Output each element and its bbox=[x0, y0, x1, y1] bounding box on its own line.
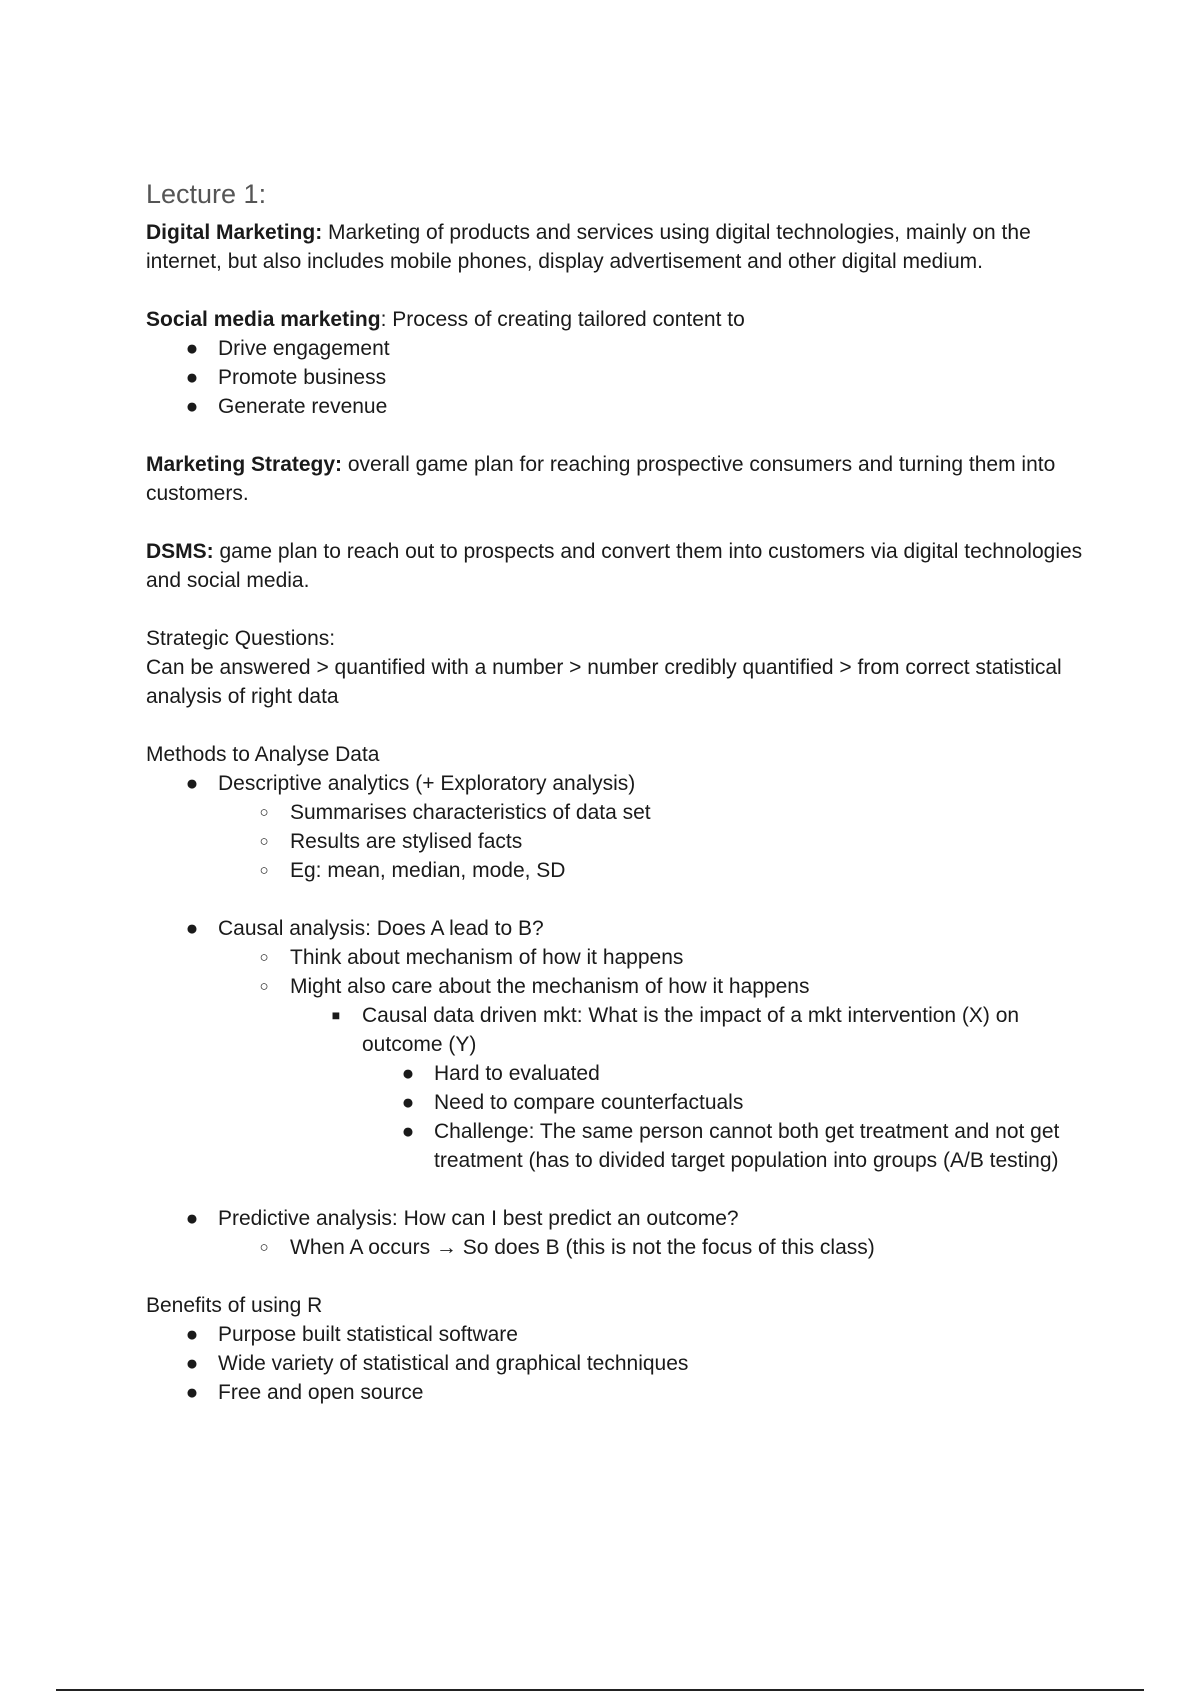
bullet-icon: ● bbox=[185, 1207, 199, 1230]
bullet-icon: ● bbox=[185, 1323, 199, 1346]
list-item: ○ Summarises characteristics of data set bbox=[218, 798, 1086, 827]
list-item: ● Need to compare counterfactuals bbox=[362, 1088, 1086, 1117]
bullet-icon: ● bbox=[185, 772, 199, 795]
term: DSMS: bbox=[146, 540, 214, 563]
list-item-descriptive: ● Descriptive analytics (+ Exploratory analysis) ○ Summarises characteristics of data set ○ Results are stylised facts ○ Eg: mean, median, mode, SD bbox=[146, 769, 1086, 885]
bullet-icon: ● bbox=[185, 337, 199, 360]
bullet-icon: ● bbox=[185, 1381, 199, 1404]
descriptive-sublist bbox=[218, 798, 1086, 885]
list-item: ○ Eg: mean, median, mode, SD bbox=[218, 856, 1086, 885]
hollow-bullet-icon: ○ bbox=[259, 1239, 269, 1256]
causal-sublist bbox=[218, 943, 1086, 1175]
term: Marketing Strategy: bbox=[146, 453, 343, 476]
definition-dsms bbox=[146, 537, 1086, 595]
benefits-list bbox=[146, 1320, 1086, 1407]
list-item: ● Promote business bbox=[146, 363, 1086, 392]
footer-divider bbox=[56, 1689, 1144, 1691]
hollow-bullet-icon: ○ bbox=[259, 833, 269, 850]
list-item-causal: ● Causal analysis: Does A lead to B? ○ Think about mechanism of how it happens ○ Might also care about the mechanism of how it happens ■ Causal data driven mkt: What is the impact of a mkt intervention (X) on outcome (Y) ● Hard to evaluated ● Need to compare counterfactuals ● Challenge: The same person cannot both get treatment and not get treatment (has to divided target population into groups (A/B testing) bbox=[146, 914, 1086, 1175]
definition-text: Marketing of products and services using digital technologies, mainly on the internet, but also includes mobile phones, display advertisement and other digital medium. bbox=[146, 221, 1031, 273]
methods-list-causal bbox=[146, 914, 1086, 1175]
definition-social-media-marketing bbox=[146, 305, 1086, 334]
methods-list-predictive bbox=[146, 1204, 1086, 1262]
list-item: ● Drive engagement bbox=[146, 334, 1086, 363]
list-item: ● Hard to evaluated bbox=[362, 1059, 1086, 1088]
causal-detail-list bbox=[362, 1059, 1086, 1175]
list-item: ● Generate revenue bbox=[146, 392, 1086, 421]
definition-marketing-strategy bbox=[146, 450, 1086, 508]
hollow-bullet-icon: ○ bbox=[259, 978, 269, 995]
list-item: ○ When A occurs → So does B (this is not the focus of this class) bbox=[218, 1233, 1086, 1262]
square-bullet-icon: ■ bbox=[331, 1007, 341, 1023]
predictive-sublist bbox=[218, 1233, 1086, 1262]
bullet-icon: ● bbox=[185, 917, 199, 940]
social-media-list bbox=[146, 334, 1086, 421]
definition-digital-marketing bbox=[146, 218, 1086, 276]
section-heading-benefits: Benefits of using R bbox=[146, 1294, 323, 1317]
causal-subsublist bbox=[290, 1001, 1086, 1175]
list-item: ● Free and open source bbox=[146, 1378, 1086, 1407]
list-item: ● Wide variety of statistical and graphical techniques bbox=[146, 1349, 1086, 1378]
list-item: ○ Results are stylised facts bbox=[218, 827, 1086, 856]
strategic-questions-text: Can be answered > quantified with a number > number credibly quantified > from correct statistical analysis of right data bbox=[146, 656, 1062, 708]
hollow-bullet-icon: ○ bbox=[259, 804, 269, 821]
list-item: ■ Causal data driven mkt: What is the impact of a mkt intervention (X) on outcome (Y) ● Hard to evaluated ● Need to compare counterfactuals ● Challenge: The same person cannot both get treatment and not get treatment (has to divided target population into groups (A/B testing) bbox=[290, 1001, 1086, 1175]
list-item: ○ Think about mechanism of how it happens bbox=[218, 943, 1086, 972]
section-heading-methods: Methods to Analyse Data bbox=[146, 743, 380, 766]
definition-text: game plan to reach out to prospects and convert them into customers via digital technologies and social media. bbox=[146, 540, 1083, 592]
term: Digital Marketing: bbox=[146, 221, 323, 244]
hollow-bullet-icon: ○ bbox=[259, 949, 269, 966]
bullet-icon: ● bbox=[401, 1120, 415, 1143]
document-page bbox=[146, 176, 1086, 1407]
list-item-predictive: ● Predictive analysis: How can I best predict an outcome? ○ When A occurs → So does B (this is not the focus of this class) bbox=[146, 1204, 1086, 1262]
definition-text: overall game plan for reaching prospective consumers and turning them into customers. bbox=[146, 453, 1056, 505]
definition-text: : Process of creating tailored content to bbox=[380, 308, 745, 331]
bullet-icon: ● bbox=[185, 395, 199, 418]
list-item: ● Challenge: The same person cannot both get treatment and not get treatment (has to divided target population into groups (A/B testing) bbox=[362, 1117, 1086, 1175]
list-item: ○ Might also care about the mechanism of how it happens ■ Causal data driven mkt: What is the impact of a mkt intervention (X) on outcome (Y) ● Hard to evaluated ● Need to compare counterfactuals ● Challenge: The same person cannot both get treatment and not get treatment (has to divided target population into groups (A/B testing) bbox=[218, 972, 1086, 1175]
list-item: ● Purpose built statistical software bbox=[146, 1320, 1086, 1349]
term: Social media marketing bbox=[146, 308, 381, 331]
bullet-icon: ● bbox=[401, 1062, 415, 1085]
bullet-icon: ● bbox=[185, 1352, 199, 1375]
methods-list bbox=[146, 769, 1086, 885]
section-heading-strategic-questions: Strategic Questions: bbox=[146, 627, 336, 650]
hollow-bullet-icon: ○ bbox=[259, 862, 269, 879]
bullet-icon: ● bbox=[401, 1091, 415, 1114]
bullet-icon: ● bbox=[185, 366, 199, 389]
page-title: Lecture 1: bbox=[146, 179, 267, 209]
